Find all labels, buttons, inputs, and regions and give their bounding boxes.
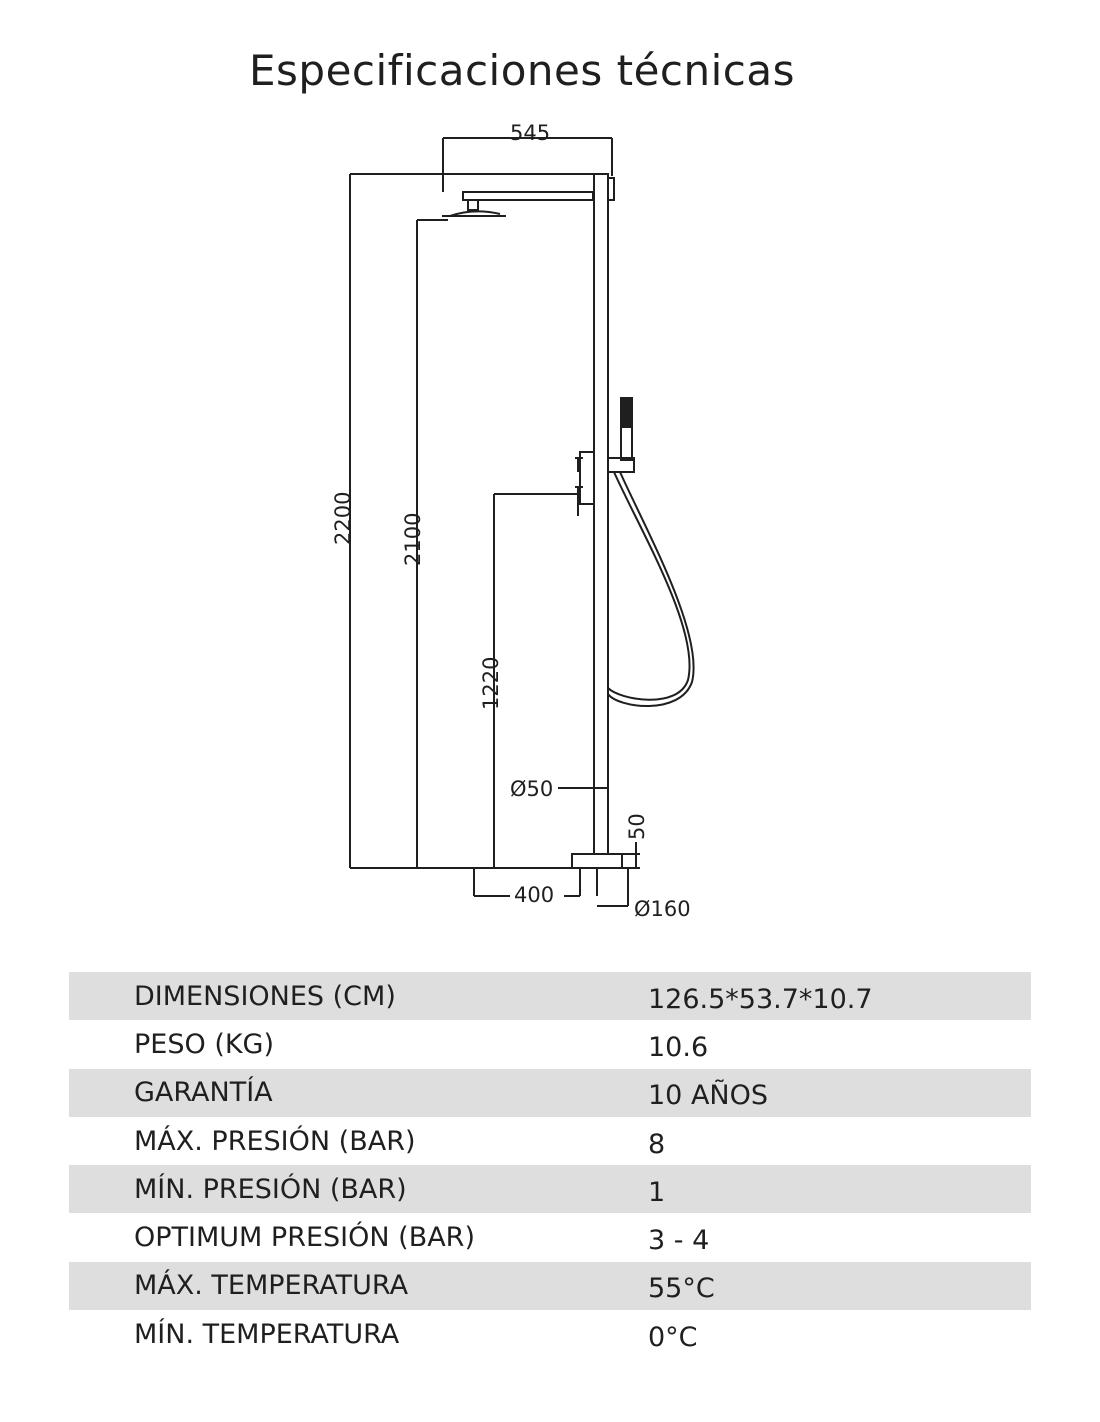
spec-value: 8 <box>648 1128 666 1160</box>
spec-label: PESO (KG) <box>134 1028 275 1060</box>
table-row <box>69 1020 1031 1068</box>
dim-pipe-diameter-label: Ø50 <box>510 777 554 801</box>
table-row <box>69 1262 1031 1310</box>
spec-value: 10 AÑOS <box>648 1080 768 1112</box>
table-row <box>69 972 1031 1020</box>
spec-label: DIMENSIONES (CM) <box>134 980 396 1012</box>
spec-value: 1 <box>648 1176 666 1208</box>
dim-valve-offset-label: 400 <box>514 883 555 907</box>
table-row <box>69 1069 1031 1117</box>
page-title: Especificaciones técnicas <box>248 46 795 95</box>
spec-label: GARANTÍA <box>134 1077 273 1109</box>
dim-width-label: 545 <box>510 121 551 145</box>
table-row <box>69 1165 1031 1213</box>
spec-value: 0°C <box>648 1321 698 1353</box>
spec-label: OPTIMUM PRESIÓN (BAR) <box>134 1222 475 1254</box>
table-row <box>69 1310 1031 1358</box>
specs-table <box>69 972 1031 1358</box>
dim-base-height-label: 50 <box>625 813 649 840</box>
dim-total-height-label: 2200 <box>331 491 355 545</box>
spec-label: MÍN. PRESIÓN (BAR) <box>134 1173 407 1205</box>
table-row <box>69 1213 1031 1261</box>
spec-value: 55°C <box>648 1273 715 1305</box>
dim-base-diameter-label: Ø160 <box>634 897 691 921</box>
spec-label: MÍN. TEMPERATURA <box>134 1318 400 1350</box>
spec-value: 3 - 4 <box>648 1225 710 1257</box>
spec-value: 10.6 <box>648 1031 709 1063</box>
table-row <box>69 1117 1031 1165</box>
spec-label: MÁX. PRESIÓN (BAR) <box>134 1125 416 1157</box>
spec-label: MÁX. TEMPERATURA <box>134 1270 409 1302</box>
dim-valve-height-label: 1220 <box>479 656 503 710</box>
spec-value: 126.5*53.7*10.7 <box>648 983 873 1015</box>
dim-head-height-label: 2100 <box>401 512 425 566</box>
